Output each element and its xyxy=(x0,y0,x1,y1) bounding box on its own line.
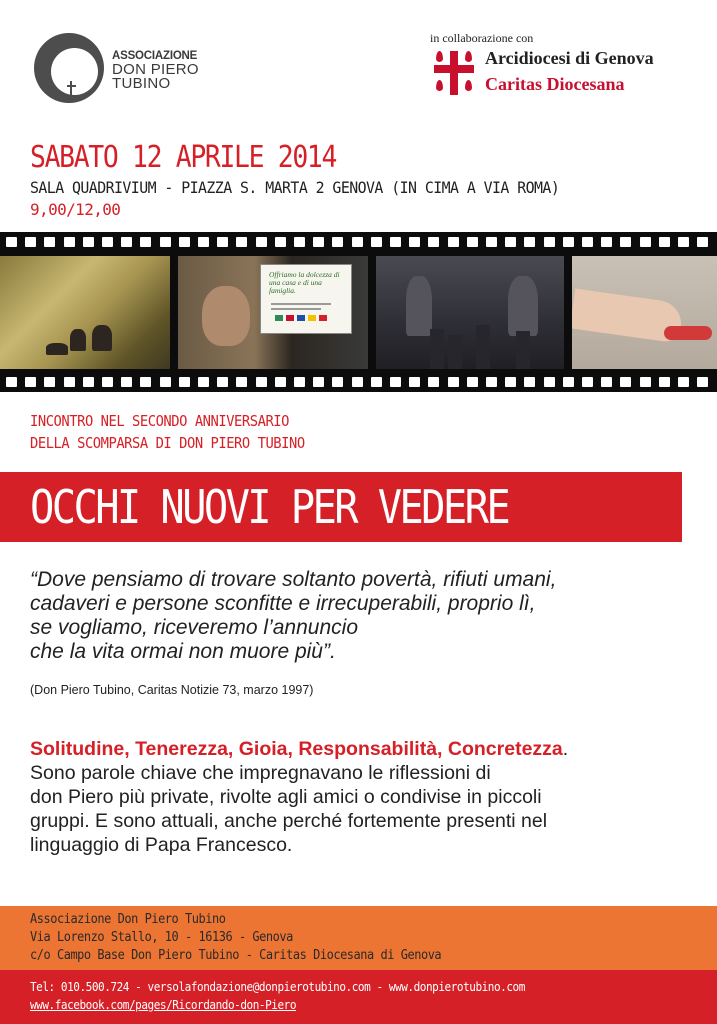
film-hole xyxy=(236,237,247,247)
film-hole xyxy=(256,237,267,247)
film-hole xyxy=(275,377,286,387)
photo-underpass xyxy=(0,256,170,369)
film-hole xyxy=(179,377,190,387)
subtitle-line-1: INCONTRO NEL SECONDO ANNIVERSARIO xyxy=(30,412,289,430)
subtitle-line-2: DELLA SCOMPARSA DI DON PIERO TUBINO xyxy=(30,434,305,452)
film-hole xyxy=(409,377,420,387)
film-hole xyxy=(140,377,151,387)
film-hole xyxy=(486,237,497,247)
logo-wordmark xyxy=(112,49,199,91)
film-hole xyxy=(390,377,401,387)
quote-line: cadaveri e persone sconfitte e irrecuperabili, proprio lì, xyxy=(30,592,536,615)
film-hole xyxy=(582,237,593,247)
caritas-logo-icon xyxy=(432,47,476,97)
film-hole xyxy=(582,377,593,387)
film-hole xyxy=(83,377,94,387)
film-hole xyxy=(140,237,151,247)
film-hole xyxy=(563,377,574,387)
film-hole xyxy=(198,237,209,247)
title-banner xyxy=(0,472,682,542)
film-hole xyxy=(620,377,631,387)
film-hole xyxy=(544,377,555,387)
keywords-period: . xyxy=(562,738,569,760)
film-hole xyxy=(44,377,55,387)
film-perforations-top xyxy=(0,237,717,247)
sandal xyxy=(664,326,712,340)
film-hole xyxy=(563,237,574,247)
film-hole xyxy=(601,377,612,387)
film-hole xyxy=(160,237,171,247)
film-hole xyxy=(448,237,459,247)
film-hole xyxy=(467,237,478,247)
footer-contacts-block xyxy=(0,970,717,1024)
film-hole xyxy=(6,377,17,387)
film-hole xyxy=(409,237,420,247)
film-perforations-bottom xyxy=(0,377,717,387)
film-hole xyxy=(524,237,535,247)
projected-slide xyxy=(260,264,352,334)
film-hole xyxy=(697,377,708,387)
film-hole xyxy=(313,377,324,387)
logo-line-2: DON PIERO xyxy=(112,61,199,78)
film-hole xyxy=(601,237,612,247)
association-logo xyxy=(34,33,224,105)
film-hole xyxy=(428,377,439,387)
logo-line-3: TUBINO xyxy=(112,75,171,92)
film-hole xyxy=(121,377,132,387)
facebook-link[interactable]: www.facebook.com/pages/Ricordando-don-Piero xyxy=(30,998,297,1012)
film-hole xyxy=(620,237,631,247)
film-hole xyxy=(64,377,75,387)
film-strip xyxy=(0,232,717,392)
footer-org-name: Associazione Don Piero Tubino xyxy=(30,912,226,927)
quote-line: “Dove pensiamo di trovare soltanto povertà, rifiuti umani, xyxy=(30,568,557,591)
film-hole xyxy=(640,237,651,247)
event-venue: SALA QUADRIVIUM - PIAZZA S. MARTA 2 GENOVA (IN CIMA A VIA ROMA) xyxy=(30,178,560,197)
film-hole xyxy=(217,377,228,387)
footer-address-block xyxy=(0,906,717,970)
quote-line: se vogliamo, riceveremo l’annuncio xyxy=(30,616,358,639)
film-hole xyxy=(179,237,190,247)
film-hole xyxy=(121,237,132,247)
flags-icon xyxy=(275,315,327,321)
collaboration-label: in collaborazione con xyxy=(430,31,534,45)
film-hole xyxy=(294,237,305,247)
film-hole xyxy=(390,237,401,247)
event-hours: 9,00/12,00 xyxy=(30,200,121,219)
partner-name: Arcidiocesi di Genova xyxy=(485,48,654,68)
film-hole xyxy=(371,377,382,387)
film-hole xyxy=(44,237,55,247)
film-hole xyxy=(275,237,286,247)
event-date: SABATO 12 APRILE 2014 xyxy=(30,140,337,175)
film-hole xyxy=(64,237,75,247)
footer-location: c/o Campo Base Don Piero Tubino - Caritas Diocesana di Genova xyxy=(30,948,442,963)
film-hole xyxy=(332,377,343,387)
film-hole xyxy=(198,377,209,387)
event-subtitle xyxy=(30,410,305,454)
film-hole xyxy=(313,237,324,247)
keywords-line xyxy=(30,737,700,761)
film-hole xyxy=(217,237,228,247)
photo-presentation xyxy=(178,256,368,369)
cross-icon xyxy=(67,81,76,95)
film-hole xyxy=(544,237,555,247)
event-title: OCCHI NUOVI PER VEDERE xyxy=(30,480,509,534)
body-line: linguaggio di Papa Francesco. xyxy=(30,834,293,856)
film-hole xyxy=(678,377,689,387)
photo-walking-people xyxy=(376,256,564,369)
body-line: Sono parole chiave che impregnavano le riflessioni di xyxy=(30,762,491,784)
film-hole xyxy=(102,377,113,387)
photo-feet-sandals xyxy=(572,256,717,369)
film-hole xyxy=(352,377,363,387)
film-hole xyxy=(25,377,36,387)
film-hole xyxy=(160,377,171,387)
film-hole xyxy=(352,237,363,247)
footer-address: Via Lorenzo Stallo, 10 - 16136 - Genova xyxy=(30,930,293,945)
partner-subname: Caritas Diocesana xyxy=(485,74,625,94)
film-hole xyxy=(505,237,516,247)
film-hole xyxy=(678,237,689,247)
body-line: gruppi. E sono attuali, anche perché fortemente presenti nel xyxy=(30,810,548,832)
film-hole xyxy=(294,377,305,387)
film-hole xyxy=(467,377,478,387)
film-hole xyxy=(332,237,343,247)
footer-contacts[interactable]: Tel: 010.500.724 - versolafondazione@donpierotubino.com - www.donpierotubino.com xyxy=(30,980,525,994)
film-hole xyxy=(524,377,535,387)
logo-line-1: ASSOCIAZIONE xyxy=(112,50,198,62)
film-hole xyxy=(640,377,651,387)
quote xyxy=(30,568,556,664)
body-paragraph xyxy=(30,737,700,857)
film-hole xyxy=(83,237,94,247)
film-hole xyxy=(697,237,708,247)
slide-text: Offriamo la dolcezza di una casa e di una famiglia. xyxy=(269,270,340,295)
keywords: Solitudine, Tenerezza, Gioia, Responsabilità, Concretezza xyxy=(30,738,563,760)
film-hole xyxy=(25,237,36,247)
film-hole xyxy=(371,237,382,247)
film-hole xyxy=(236,377,247,387)
film-hole xyxy=(102,237,113,247)
film-hole xyxy=(659,237,670,247)
film-hole xyxy=(256,377,267,387)
quote-citation: (Don Piero Tubino, Caritas Notizie 73, marzo 1997) xyxy=(30,683,314,697)
film-hole xyxy=(428,237,439,247)
film-hole xyxy=(486,377,497,387)
quote-line: che la vita ormai non muore più”. xyxy=(30,640,336,663)
film-hole xyxy=(6,237,17,247)
film-hole xyxy=(448,377,459,387)
film-hole xyxy=(659,377,670,387)
body-line: don Piero più private, rivolte agli amici o condivise in piccoli xyxy=(30,786,542,808)
film-hole xyxy=(505,377,516,387)
